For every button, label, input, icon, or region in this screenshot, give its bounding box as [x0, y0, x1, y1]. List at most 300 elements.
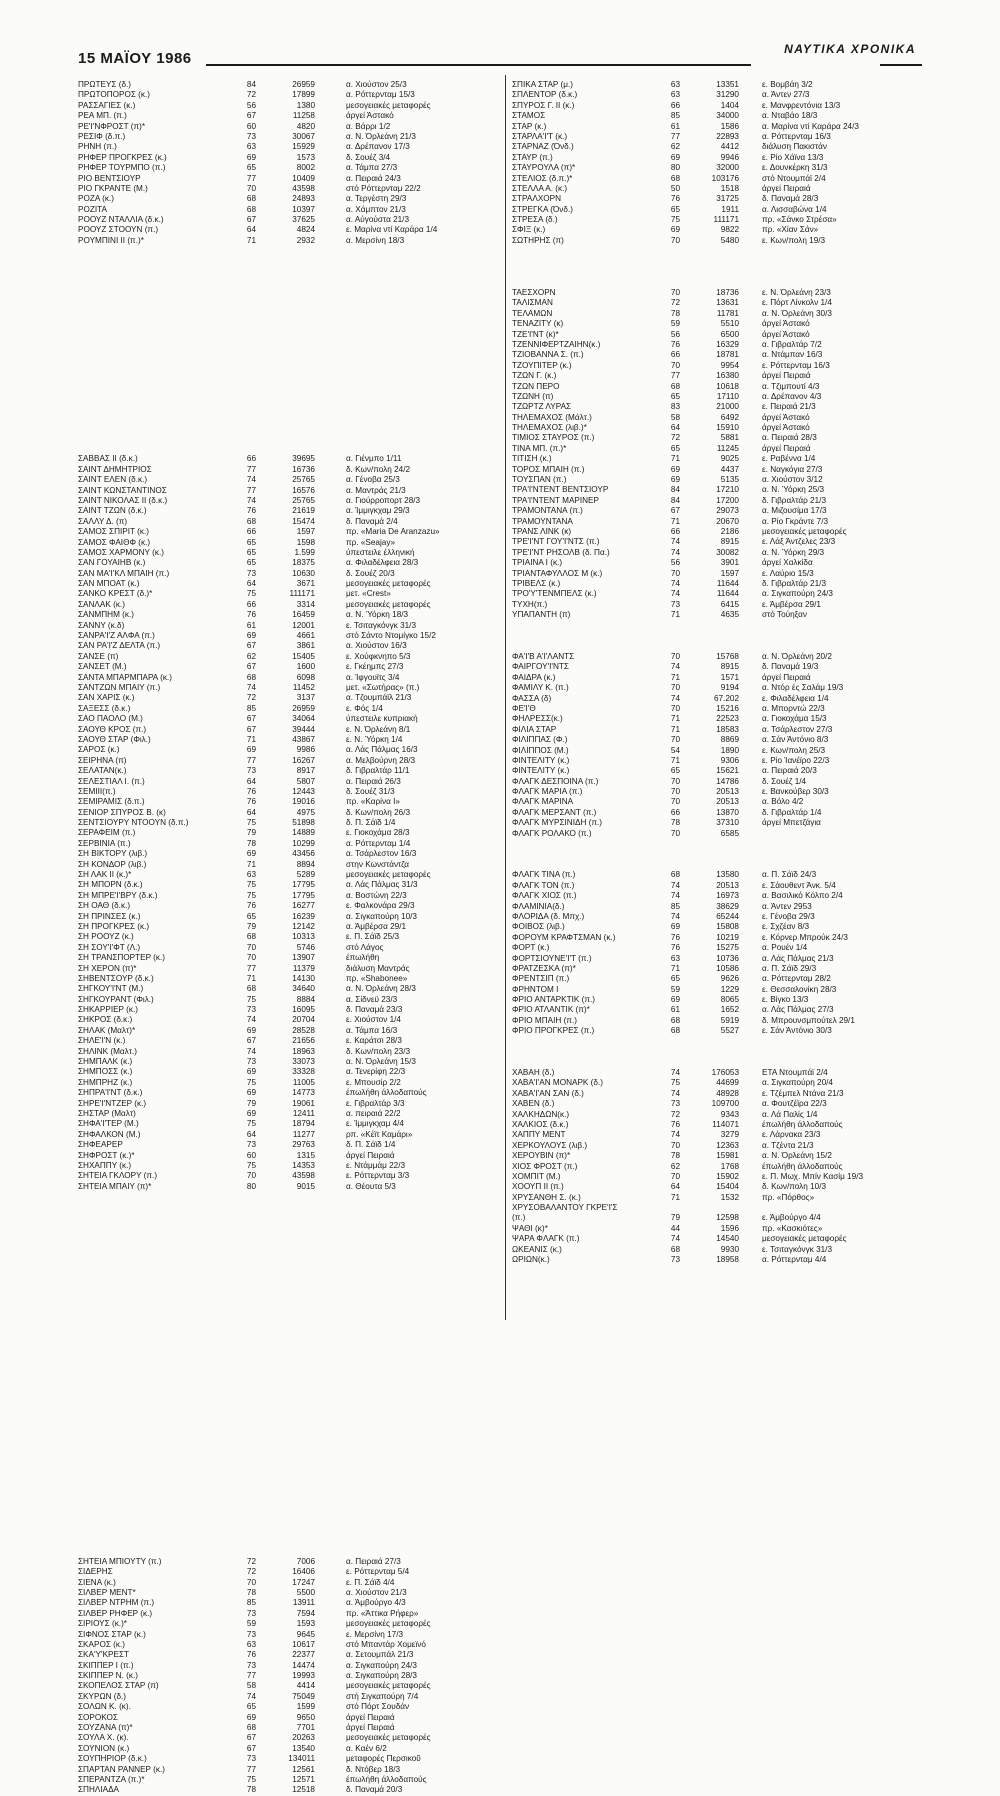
tonnage: 3901	[720, 558, 739, 568]
ship-row	[512, 454, 922, 464]
tonnage: 31290	[716, 90, 739, 100]
tonnage: 16267	[292, 755, 315, 765]
ship-name: ΣΤΑΥΡΟΥΛΑ (π)*	[512, 163, 576, 173]
ship-name: ΡΕ'Ι'ΝΦΡΟΣΤ (π)*	[78, 121, 146, 131]
ship-list-block	[512, 870, 922, 1036]
build-year: 64	[246, 776, 256, 786]
ship-row	[512, 184, 922, 194]
tonnage: 15902	[716, 1171, 739, 1181]
ship-status: α. Άντεν 27/3	[762, 90, 810, 100]
ship-row	[512, 298, 922, 308]
ship-status: δ. Μπρουνσμπούτελ 29/1	[762, 1015, 855, 1025]
ship-name: ΤΡΑΝΣ ΛΙΝΚ (κ)	[512, 526, 572, 536]
ship-list-block	[512, 288, 922, 621]
ship-row	[78, 974, 498, 984]
build-year: 70	[670, 797, 680, 807]
ship-status: α. πειραιά 22/2	[346, 1109, 401, 1118]
tonnage: 5919	[720, 1015, 739, 1025]
ship-status: πρ. «Σάνκο Στρέσα»	[762, 215, 837, 225]
build-year: 76	[246, 506, 256, 516]
ship-name: ΦΙΛΙΠΠΑΣ (Φ.)	[512, 735, 568, 745]
build-year: 56	[670, 558, 680, 568]
build-year: 71	[670, 1192, 680, 1202]
ship-status: ε. Τσιταγκόνγκ 31/3	[346, 620, 417, 630]
ship-row	[78, 1088, 498, 1098]
build-year: 68	[246, 204, 256, 214]
tonnage: 12142	[292, 921, 315, 931]
tonnage: 17210	[716, 485, 739, 495]
ship-name: ΤΖΕΝΝΙΦΕΡΤΖΑΙΗΝ(κ.)	[512, 339, 601, 349]
tonnage: 20513	[716, 797, 739, 807]
ship-status: α. Μαρίνα ντί Καράρα 24/3	[762, 121, 859, 131]
ship-status: α. Πειραιά 27/3	[346, 1556, 401, 1566]
ship-name: ΣΑΜΟΣ ΧΑΡΜΟΝΥ (κ.)	[78, 547, 164, 557]
ship-name: ΣΠΥΡΟΣ Γ. ΙΙ (κ.)	[512, 100, 575, 110]
ship-name: ΣΗΠΡΑ'Ι'ΝΤ (δ.κ.)	[78, 1088, 143, 1098]
ship-row	[512, 413, 922, 423]
tonnage: 9645	[296, 1629, 315, 1639]
ship-name: ΡΟΖΑ (κ.)	[78, 194, 114, 204]
tonnage: 3314	[296, 599, 315, 609]
ship-status: δ. Παναμά 19/3	[762, 662, 819, 672]
tonnage: 3137	[296, 693, 315, 703]
ship-name: ΣΑΝ ΜΠΟΑΤ (κ.)	[78, 579, 140, 589]
build-year: 66	[670, 100, 680, 110]
ship-name: ΣΗ ΠΡΙΝΣΕΣ (κ.)	[78, 911, 141, 921]
build-year: 60	[246, 121, 256, 131]
ship-status: α. Καέν 6/2	[346, 1743, 387, 1753]
ship-row	[512, 902, 922, 912]
ship-name: ΩΡΙΩΝ(κ.)	[512, 1255, 550, 1265]
ship-name: ΣΚΥΡΩΝ (δ.)	[78, 1691, 127, 1701]
build-year: 74	[670, 911, 680, 921]
ship-name: ΦΟΙΒΟΣ (λιβ.)	[512, 922, 565, 932]
build-year: 75	[670, 215, 680, 225]
ship-row	[78, 839, 498, 849]
tonnage: 15981	[716, 1151, 739, 1161]
ship-name: ΣΩΤΗΡΗΣ (π)	[512, 235, 564, 245]
ship-name: ΧΑΛΚΙΟΣ (δ.κ.)	[512, 1119, 569, 1129]
ship-row	[78, 101, 498, 111]
ship-name: ΡΟΟΥΖ ΣΤΟΟΥΝ (π.)	[78, 225, 159, 235]
ship-row	[78, 1161, 498, 1171]
ship-row	[512, 132, 922, 142]
ship-status: α. Ν. Όρλεάνη 21/3	[346, 131, 416, 141]
ship-name: ΦΕ'Ι'Θ	[512, 703, 536, 713]
ship-name: ΣΑΝΡΑ'Ι'Ζ ΑΛΦΑ (π.)	[78, 631, 155, 641]
build-year: 75	[246, 1160, 256, 1170]
ship-row	[512, 995, 922, 1005]
tonnage: 15910	[716, 423, 739, 433]
ship-row	[78, 673, 498, 683]
build-year: 63	[670, 80, 680, 89]
ship-status: α. Δρέπανον 17/3	[346, 142, 410, 152]
tonnage: 10219	[716, 932, 739, 942]
tonnage: 75049	[292, 1691, 315, 1701]
ship-row	[78, 745, 498, 755]
ship-name: ΤΥΧΗ(π.)	[512, 599, 548, 609]
ship-status: ε. Δουνκέρκη 31/3	[762, 163, 828, 173]
ship-row	[512, 90, 922, 100]
ship-status: ε. Τσιταγκόνγκ 31/3	[762, 1244, 833, 1254]
tonnage: 5807	[296, 776, 315, 786]
ship-row	[78, 652, 498, 662]
ship-name: ΣΑΙΝΤ ΝΙΚΟΛΑΣ ΙΙ (δ.κ.)	[78, 495, 168, 505]
ship-name: ΣΗ ΡΟΟΥΖ (κ.)	[78, 932, 134, 942]
build-year: 68	[670, 870, 680, 880]
ship-status: ε. Θεσσαλονίκη 28/3	[762, 984, 837, 994]
ship-status: μεσογειακές μεταφορές	[346, 579, 431, 589]
tonnage: 4975	[296, 807, 315, 817]
ship-status: α. Ρόττερνταμ 1/4	[346, 838, 411, 848]
build-year: 70	[670, 288, 680, 297]
ship-status: στή Σιγκαπούρη 7/4	[346, 1691, 419, 1701]
ship-row	[512, 1120, 922, 1130]
tonnage: 1593	[296, 1619, 315, 1629]
ship-status: μεσογειακές μεταφορές	[346, 1681, 431, 1691]
tonnage: 1598	[296, 537, 315, 547]
tonnage: 12443	[292, 786, 315, 796]
build-year: 61	[246, 620, 256, 630]
ship-status: μεσογειακές μεταφορές	[346, 870, 431, 880]
ship-status: δ. Ντόβερ 18/3	[346, 1764, 401, 1774]
page-date: 15 ΜΑΪΟΥ 1986	[78, 50, 192, 67]
tonnage: 8884	[296, 994, 315, 1004]
tonnage: 11644	[716, 589, 739, 599]
ship-status: α. Τάμπα 27/3	[346, 163, 398, 173]
ship-name: ΡΗΦΕΡ ΤΟΥΡΜΠΟ (π.)	[78, 163, 166, 173]
tonnage: 22377	[292, 1650, 315, 1660]
build-year: 74	[670, 1130, 680, 1140]
ship-row	[512, 382, 922, 392]
tonnage: 13907	[292, 953, 315, 963]
ship-name: ΦΑΜΙΛΥ Κ. (π.)	[512, 683, 569, 693]
ship-row	[512, 1255, 922, 1265]
build-year: 60	[246, 1150, 256, 1160]
ship-row	[512, 215, 922, 225]
ship-row	[78, 870, 498, 880]
ship-name: ΦΡΗΝΤΟΜ Ι	[512, 984, 559, 994]
tonnage: 16329	[716, 339, 739, 349]
ship-name: ΦΛΑΓΚ ΤΙΝΑ (π.)	[512, 870, 576, 880]
ship-name: ΦΛΟΡΙΔΑ (δ. Μπχ.)	[512, 911, 585, 921]
ship-row	[78, 943, 498, 953]
ship-status: α. Ν. Όρλεάνη 30/3	[762, 308, 832, 318]
ship-name: ΣΗΒΕΝΤΣΟΥΡ (δ.κ.)	[78, 973, 154, 983]
build-year: 71	[670, 755, 680, 765]
ship-name: ΣΑΜΟΣ ΣΠΙΡΙΤ (κ.)	[78, 527, 149, 537]
build-year: 65	[670, 443, 680, 453]
build-year: 70	[670, 828, 680, 838]
build-year: 64	[246, 225, 256, 235]
build-year: 84	[670, 495, 680, 505]
ship-status: α. Γιβραλτάρ 7/2	[762, 339, 822, 349]
ship-row	[512, 527, 922, 537]
build-year: 67	[246, 111, 256, 121]
tonnage: 14889	[292, 828, 315, 838]
ship-name: ΣΗΤΕΙΑ ΜΠΑΙΥ (π)*	[78, 1181, 152, 1191]
ship-name: ΤΙΜΙΟΣ ΣΤΑΥΡΟΣ (π.)	[512, 433, 595, 443]
build-year: 62	[670, 142, 680, 152]
ship-row	[78, 1723, 498, 1733]
ship-status: ρπ. «Κέϊτ Καμάρι»	[346, 1129, 413, 1139]
ship-row	[78, 1119, 498, 1129]
ship-row	[512, 954, 922, 964]
ship-name: ΣΗΦΡΟΣΤ (κ.)*	[78, 1150, 135, 1160]
ship-status: πρ. «Άττικα Ρήφερ»	[346, 1608, 419, 1618]
ship-row	[512, 392, 922, 402]
tonnage: 1911	[721, 204, 739, 214]
build-year: 73	[246, 1140, 256, 1150]
build-year: 70	[670, 568, 680, 578]
ship-name: ΣΑΝ ΓΟΥΑΙΗΒ (κ.)	[78, 558, 146, 568]
ship-row	[78, 569, 498, 579]
ship-row	[512, 465, 922, 475]
ship-name: ΣΗΤΕΙΑ ΓΚΛΟΡΥ (π.)	[78, 1171, 158, 1181]
build-year: 59	[246, 1619, 256, 1629]
tonnage: 12001	[292, 620, 315, 630]
build-year: 69	[670, 464, 680, 474]
tonnage: 48928	[716, 1088, 739, 1098]
ship-row	[78, 1567, 498, 1577]
build-year: 64	[246, 807, 256, 817]
ship-status: άργεί Άστακό	[762, 329, 810, 339]
ship-row	[512, 943, 922, 953]
ship-row	[512, 808, 922, 818]
ship-status: ε. Χούφκνηπο 5/3	[346, 651, 411, 661]
ship-name: ΤΖΩΡΤΖ ΛΥΡΑΣ	[512, 402, 572, 412]
tonnage: 16239	[292, 911, 315, 921]
ship-status: ε. Ντάμμάμ 22/3	[346, 1160, 406, 1170]
tonnage: 12598	[716, 1213, 739, 1223]
ship-row	[512, 319, 922, 329]
build-year: 83	[670, 402, 680, 412]
build-year: 72	[246, 693, 256, 703]
ship-row	[78, 777, 498, 787]
ship-status: α. Λάς Πάλμας 31/3	[346, 880, 418, 890]
ship-status: άργεί Πειραιά	[762, 672, 811, 682]
build-year: 65	[246, 547, 256, 557]
build-year: 72	[246, 90, 256, 100]
ship-row	[512, 600, 922, 610]
ship-status: ε. Βίγκο 13/3	[762, 995, 809, 1005]
tonnage: 12411	[292, 1109, 315, 1118]
ship-name: ΣΑΟΥΘ ΣΤΑΡ (Φιλ.)	[78, 734, 151, 744]
tonnage: 5881	[720, 433, 739, 443]
build-year: 63	[670, 953, 680, 963]
ship-status: ε. Ρόττερνταμ 16/3	[762, 360, 830, 370]
ship-name: ΣΑΝΤΑ ΜΠΑΡΜΠΑΡΑ (κ.)	[78, 672, 172, 682]
ship-row	[78, 589, 498, 599]
tonnage: 12571	[292, 1775, 315, 1784]
ship-name: ΣΗ ΜΠΟΡΝ (δ.κ.)	[78, 880, 143, 890]
ship-row	[512, 309, 922, 319]
build-year: 74	[670, 547, 680, 557]
ship-row	[78, 236, 498, 246]
ship-row	[78, 828, 498, 838]
ship-status: α. Τάμπα 16/3	[346, 1025, 398, 1035]
tonnage: 4820	[296, 121, 315, 131]
build-year: 70	[670, 683, 680, 693]
build-year: 74	[670, 891, 680, 901]
ship-status: α. Χιούστον 16/3	[346, 641, 407, 651]
build-year: 79	[670, 1213, 680, 1223]
tonnage: 13911	[292, 1598, 315, 1608]
ship-name: ΣΑΝΣΕΤ (Μ.)	[78, 662, 127, 672]
tonnage: 1652	[720, 1005, 739, 1015]
ship-status: α. Θέουτα 5/3	[346, 1181, 396, 1191]
tonnage: 19061	[292, 1098, 315, 1108]
tonnage: 2186	[720, 526, 739, 536]
tonnage: 33073	[292, 1057, 315, 1067]
build-year: 69	[670, 995, 680, 1005]
ship-list-block	[512, 1068, 922, 1265]
tonnage: 15621	[716, 766, 739, 776]
ship-status: ε. Ν. Ύόρκη 1/4	[346, 734, 403, 744]
tonnage: 2932	[296, 235, 315, 245]
ship-row	[78, 1578, 498, 1588]
ship-row	[512, 1099, 922, 1109]
ship-status: διάλυση Μαντράς	[346, 963, 410, 973]
ship-name: ΦΛΑΓΚ ΜΑΡΙΑ (π.)	[512, 787, 583, 797]
ship-name: ΦΛΑΓΚ ΤΟΝ (π.)	[512, 880, 575, 890]
tonnage: 11644	[716, 578, 739, 588]
ship-name: ΣΙΦΝΟΣ ΣΤΑΡ (κ.)	[78, 1629, 146, 1639]
tonnage: 34640	[292, 984, 315, 994]
ship-status: ε. Γκέημπς 27/3	[346, 662, 404, 672]
ship-row	[78, 538, 498, 548]
tonnage: 1768	[720, 1161, 739, 1171]
ship-row	[78, 808, 498, 818]
build-year: 78	[246, 1587, 256, 1597]
ship-row	[78, 153, 498, 163]
ship-row	[78, 1775, 498, 1785]
ship-status: α. Σίδνεϋ 23/3	[346, 994, 398, 1004]
ship-row	[512, 912, 922, 922]
ship-row	[78, 527, 498, 537]
ship-status: άργεί Πειραιά	[346, 1712, 395, 1722]
tonnage: 51898	[292, 818, 315, 828]
ship-status: δ. Σουέζ 3/4	[346, 152, 391, 162]
build-year: 77	[246, 1671, 256, 1681]
tonnage: 8894	[296, 859, 315, 869]
tonnage: 15404	[716, 1182, 739, 1192]
ship-status: άργεί Πειραιά	[762, 371, 811, 381]
ship-row	[512, 610, 922, 620]
tonnage: 11277	[292, 1129, 315, 1139]
ship-row	[78, 548, 498, 558]
build-year: 85	[246, 1598, 256, 1608]
build-year: 78	[670, 818, 680, 828]
ship-name: ΤΡΑ'Ι'ΝΤΕΝΤ ΒΕΝΤΣΙΟΥΡ	[512, 485, 609, 495]
build-year: 50	[670, 183, 680, 193]
build-year: 77	[246, 963, 256, 973]
ship-status: ε. Άμβούργο 4/4	[762, 1213, 821, 1223]
tonnage: 13540	[292, 1743, 315, 1753]
ship-name: ΤΙΤΙΣΗ (κ.)	[512, 454, 552, 464]
tonnage: 1573	[296, 152, 315, 162]
tonnage: 1380	[296, 100, 315, 110]
ship-name: ΣΑΟ ΠΑΟΛΟ (Μ.)	[78, 714, 143, 724]
tonnage: 1229	[720, 984, 739, 994]
ship-status: άργεί Πειραιά	[762, 443, 811, 453]
ship-row	[78, 964, 498, 974]
ship-row	[78, 1650, 498, 1660]
ship-name: ΣΟΥΖΑΝΑ (π)*	[78, 1723, 133, 1733]
build-year: 67	[246, 215, 256, 225]
tonnage: 9306	[720, 755, 739, 765]
ship-name: ΤΡΑΜΟΝΤΑΝΑ (π.)	[512, 506, 583, 516]
ship-list-block	[512, 80, 922, 246]
ship-name: ΦΙΛΙΑ ΣΤΑΡ	[512, 724, 557, 734]
ship-row	[78, 163, 498, 173]
ship-status: α. Σιγκαπούρη 24/3	[346, 1660, 417, 1670]
ship-status: δ. Π. Σάϊδ 1/4	[346, 1140, 396, 1150]
ship-row	[78, 953, 498, 963]
ship-name: ΤΗΛΕΜΑΧΟΣ (λιβ.)*	[512, 423, 587, 433]
ship-row	[78, 1047, 498, 1057]
ship-row	[78, 215, 498, 225]
tonnage: 30067	[292, 131, 315, 141]
ship-status: α. Π. Σάϊδ 24/3	[762, 870, 817, 880]
ship-name: ΣΑΝΤΖΩΝ ΜΠΑΙΥ (π.)	[78, 682, 161, 692]
ship-name: ΣΤΑΜΟΣ	[512, 111, 546, 121]
build-year: 69	[246, 1067, 256, 1077]
ship-row	[78, 80, 498, 90]
ship-status: έπωλήθη άλλοδαπούς	[346, 1775, 427, 1784]
ship-row	[512, 517, 922, 527]
tonnage: 15929	[292, 142, 315, 152]
ship-name: ΣΗΡΕ'Ι'ΝΤΖΕΡ (κ.)	[78, 1098, 147, 1108]
ship-row	[512, 111, 922, 121]
ship-status: ε. Κόρνερ Μπρούκ 24/3	[762, 932, 848, 942]
ship-name: ΣΗ ΧΕΡΟΝ (π)*	[78, 963, 137, 973]
ship-status: α. Πειραιά 26/3	[346, 776, 401, 786]
ship-name: ΣΙΕΝΑ (κ.)	[78, 1577, 116, 1587]
tonnage: 5746	[296, 942, 315, 952]
ship-row	[78, 1713, 498, 1723]
publication-title: ΝΑΥΤΙΚΑ ΧΡΟΝΙΚΑ	[784, 42, 916, 56]
build-year: 66	[670, 807, 680, 817]
ship-row	[512, 1224, 922, 1234]
ship-list-block	[512, 652, 922, 839]
build-year: 76	[246, 901, 256, 911]
build-year: 68	[246, 672, 256, 682]
tonnage: 3671	[296, 579, 315, 589]
ship-name: ΣΑΝΚΟ ΚΡΕΣΤ (δ.)*	[78, 589, 153, 599]
ship-status: α. Ρόττερνταμ 15/3	[346, 90, 415, 100]
tonnage: 1518	[720, 183, 739, 193]
tonnage: 15474	[292, 516, 315, 526]
tonnage: 22523	[716, 714, 739, 724]
ship-name: ΣΟΥΠΗΡΙΟΡ (δ.κ.)	[78, 1754, 147, 1764]
ship-row	[78, 1140, 498, 1150]
tonnage: 18375	[292, 558, 315, 568]
ship-name: ΤΖΩΝ Γ. (κ.)	[512, 371, 557, 381]
ship-status: δ. Παναμά 23/3	[346, 1005, 403, 1015]
ship-name: ΦΛΑΓΚ ΜΕΡΣΑΝΤ (π.)	[512, 807, 597, 817]
tonnage: 31725	[716, 194, 739, 204]
ship-status: α. Ν. Όρλεάνη 15/2	[762, 1151, 832, 1161]
build-year: 74	[246, 475, 256, 485]
ship-status: δ. Σουέζ 1/4	[762, 776, 807, 786]
tonnage: 19993	[292, 1671, 315, 1681]
tonnage: 4824	[296, 225, 315, 235]
tonnage: 18781	[716, 350, 739, 360]
ship-status: διάλυση Πακιστάν	[762, 142, 827, 152]
ship-status: α. Βοστώνη 22/3	[346, 890, 407, 900]
ship-status: άργεί Πειραιά	[346, 1723, 395, 1733]
